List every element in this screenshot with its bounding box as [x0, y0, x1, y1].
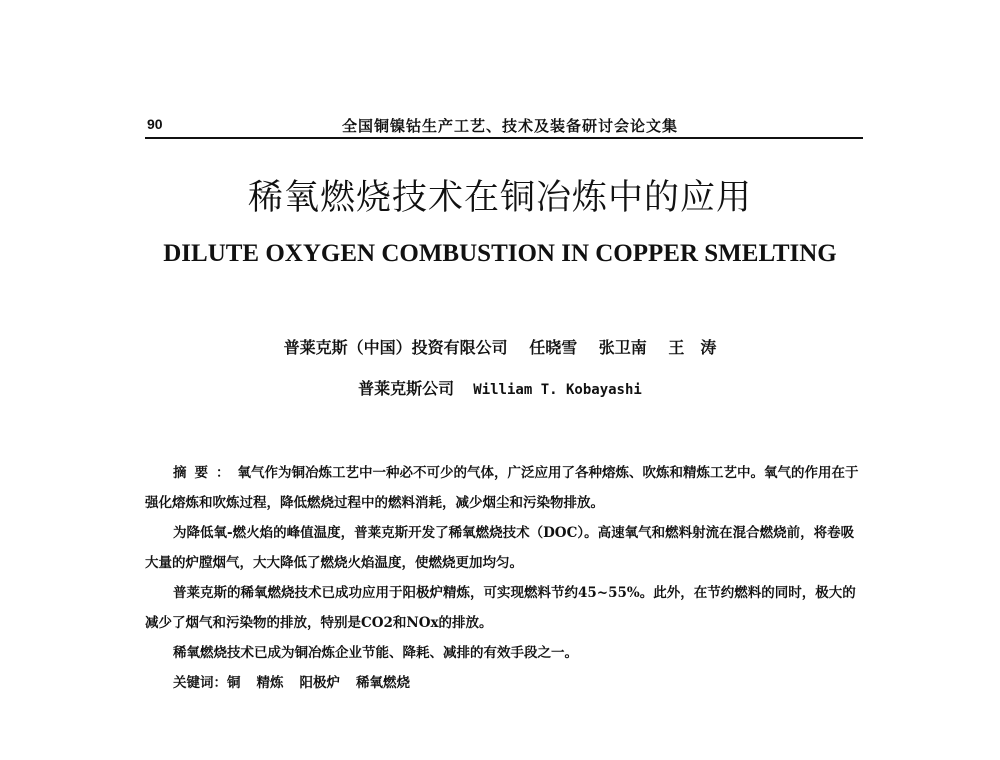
abstract-label: 摘要：: [173, 465, 238, 481]
author-name-english: William T. Kobayashi: [473, 382, 642, 398]
keyword: 稀氧燃烧: [356, 675, 410, 691]
abstract-paragraph: 稀氧燃烧技术已成为铜冶炼企业节能、降耗、减排的有效手段之一。: [173, 645, 578, 661]
keyword: 铜: [227, 675, 241, 691]
abstract-section: [145, 458, 865, 698]
keyword: 精炼: [256, 675, 284, 691]
running-head: 全国铜镍钴生产工艺、技术及装备研讨会论文集: [341, 117, 678, 135]
page-number: 90: [147, 116, 163, 132]
author-name: 任晓雪: [529, 338, 578, 357]
title-english: DILUTE OXYGEN COMBUSTION IN COPPER SMELTING: [163, 240, 837, 267]
author-line-primary: [0, 335, 1000, 358]
header-rule: [145, 137, 863, 139]
affiliation-praxair-china: 普莱克斯（中国）投资有限公司: [283, 338, 508, 357]
author-name: 王 涛: [668, 338, 717, 357]
affiliation-praxair: 普莱克斯公司: [358, 379, 455, 398]
keywords-line: [145, 668, 865, 698]
keyword: 阳极炉: [299, 675, 340, 691]
author-line-secondary: [0, 376, 1000, 399]
abstract-paragraph: [145, 458, 865, 518]
author-name: 张卫南: [598, 338, 647, 357]
abstract-paragraph: 为降低氧-燃火焰的峰值温度，普莱克斯开发了稀氧燃烧技术（DOC）。高速氧气和燃料射流在混合燃烧前，将卷吸大量的炉膛烟气，大大降低了燃烧火焰温度，使燃烧更加均匀。: [145, 525, 855, 571]
keywords-label: 关键词：: [173, 675, 227, 691]
abstract-text: 氧气作为铜冶炼工艺中一种必不可少的气体，广泛应用了各种熔炼、吹炼和精炼工艺中。氧气的作用在于强化熔炼和吹炼过程，降低燃烧过程中的燃料消耗，减少烟尘和污染物排放。: [145, 465, 859, 511]
abstract-paragraph: 普莱克斯的稀氧燃烧技术已成功应用于阳极炉精炼，可实现燃料节约45~55%。此外，在节约燃料的同时，极大的减少了烟气和污染物的排放，特别是CO2和NOx的排放。: [145, 585, 856, 631]
title-chinese: 稀氧燃烧技术在铜冶炼中的应用: [247, 178, 752, 218]
